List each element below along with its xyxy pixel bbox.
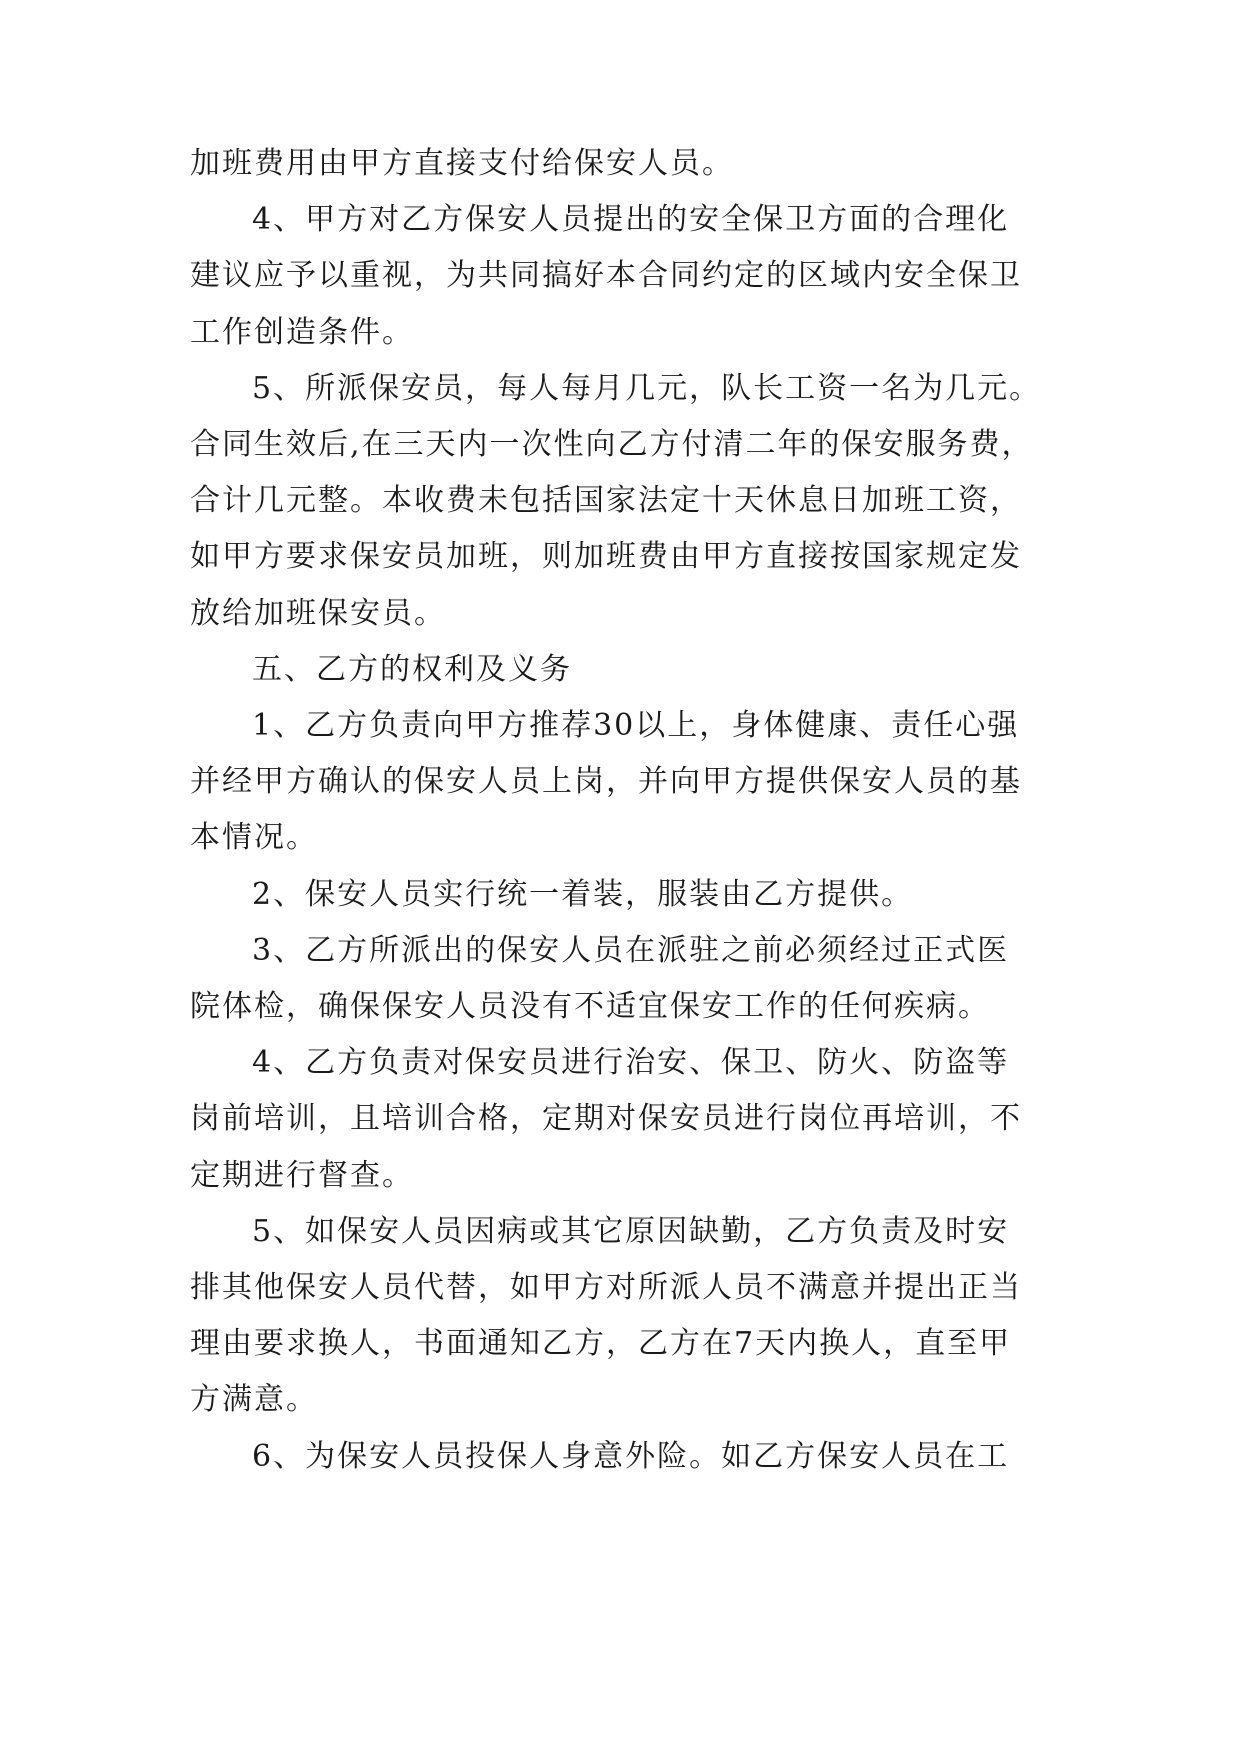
text-line: 6、为保安人员投保人身意外险。如乙方保安人员在工 bbox=[252, 1439, 1010, 1474]
text-line: 本情况。 bbox=[190, 820, 318, 855]
text-line: 合计几元整。本收费未包括国家法定十天休息日加班工资， bbox=[190, 483, 1022, 518]
text-line: 岗前培训，且培训合格，定期对保安员进行岗位再培训，不 bbox=[190, 1101, 1022, 1136]
text-line: 院体检，确保保安人员没有不适宜保安工作的任何疾病。 bbox=[190, 989, 990, 1024]
text-line: 排其他保安人员代替，如甲方对所派人员不满意并提出正当 bbox=[190, 1270, 1022, 1305]
text-line: 建议应予以重视，为共同搞好本合同约定的区域内安全保卫 bbox=[190, 258, 1022, 293]
text-line: 5、如保安人员因病或其它原因缺勤，乙方负责及时安 bbox=[252, 1214, 1010, 1249]
text-line: 定期进行督查。 bbox=[190, 1158, 414, 1193]
text-line: 合同生效后,在三天内一次性向乙方付清二年的保安服务费， bbox=[190, 427, 1034, 462]
text-line: 放给加班保安员。 bbox=[190, 596, 446, 631]
text-line: 4、甲方对乙方保安人员提出的安全保卫方面的合理化 bbox=[252, 202, 1010, 237]
text-line: 3、乙方所派出的保安人员在派驻之前必须经过正式医 bbox=[252, 933, 1010, 968]
text-line: 1、乙方负责向甲方推荐30以上，身体健康、责任心强 bbox=[252, 708, 1020, 743]
text-line: 工作创造条件。 bbox=[190, 315, 414, 350]
text-line: 2、保安人员实行统一着装，服装由乙方提供。 bbox=[252, 877, 914, 912]
text-line: 加班费用由甲方直接支付给保安人员。 bbox=[190, 146, 734, 181]
text-line: 如甲方要求保安员加班，则加班费由甲方直接按国家规定发 bbox=[190, 539, 1022, 574]
text-line: 并经甲方确认的保安人员上岗，并向甲方提供保安人员的基 bbox=[190, 764, 1022, 799]
text-line: 方满意。 bbox=[190, 1382, 318, 1417]
text-line: 5、所派保安员，每人每月几元，队长工资一名为几元。 bbox=[252, 371, 1042, 406]
text-line: 4、乙方负责对保安员进行治安、保卫、防火、防盗等 bbox=[252, 1045, 1010, 1080]
section-heading: 五、乙方的权利及义务 bbox=[252, 652, 572, 687]
text-line: 理由要求换人，书面通知乙方，乙方在7天内换人，直至甲 bbox=[190, 1326, 1012, 1361]
